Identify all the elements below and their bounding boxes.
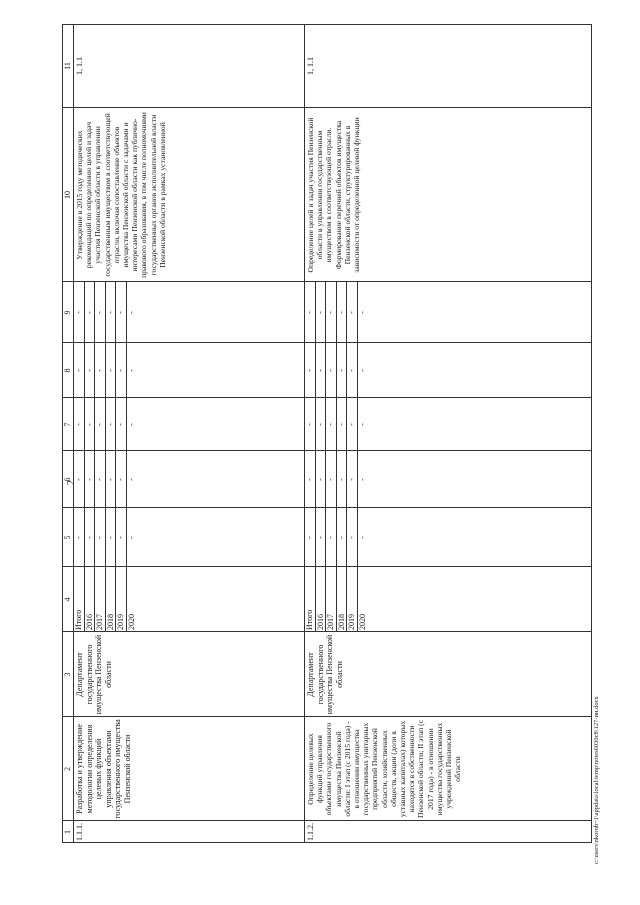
row1-year: 2020 <box>126 614 136 630</box>
value-cell: - <box>95 451 106 508</box>
value-cell: - <box>74 451 85 508</box>
row2-executor: Департамент государственного имущества Пензенской области <box>306 634 344 715</box>
value-cell: - <box>316 451 327 508</box>
row2-col8 <box>305 343 368 398</box>
row2-year: 2020 <box>357 614 367 630</box>
row2-years <box>305 567 368 632</box>
value-cell: - <box>357 536 367 539</box>
value-cell: - <box>347 398 358 451</box>
value-cell: - <box>305 282 316 343</box>
value-cell: - <box>74 343 85 398</box>
row2-year: 2017 <box>326 567 337 632</box>
value-cell: - <box>126 536 136 539</box>
value-cell: - <box>305 398 316 451</box>
value-cell: - <box>326 451 337 508</box>
value-cell: - <box>126 369 136 372</box>
value-cell: - <box>337 282 348 343</box>
row1-year: Итого <box>74 567 85 632</box>
row1-years <box>74 567 137 632</box>
value-cell: - <box>74 282 85 343</box>
value-cell: - <box>337 343 348 398</box>
value-cell: - <box>85 282 96 343</box>
value-cell: - <box>357 423 367 426</box>
value-cell: - <box>85 508 96 567</box>
footer-path: c:\users\nkorob~1\appdata\local\temp\notes6030c8\127-ии.docx <box>593 696 600 864</box>
row1-col7 <box>74 398 137 451</box>
value-cell: - <box>337 451 348 508</box>
value-cell: - <box>337 508 348 567</box>
row2-link: 1, 1.1 <box>306 57 315 75</box>
value-cell: - <box>126 311 136 314</box>
row1-number: 1.1.1. <box>75 823 84 841</box>
value-cell: - <box>347 343 358 398</box>
program-table <box>62 24 592 843</box>
col-header-5: 5 <box>62 508 74 567</box>
col-header-4: 4 <box>62 567 74 632</box>
value-cell: - <box>316 508 327 567</box>
row1-year: 2016 <box>85 567 96 632</box>
value-cell: - <box>116 508 127 567</box>
row2-col7 <box>305 398 368 451</box>
row2-col9 <box>305 282 368 343</box>
value-cell: - <box>305 451 316 508</box>
value-cell: - <box>106 451 117 508</box>
col-header-2: 2 <box>62 717 74 821</box>
col-header-10: 10 <box>62 108 74 282</box>
value-cell: - <box>116 398 127 451</box>
value-cell: - <box>95 343 106 398</box>
row2-number: 1.1.2. <box>306 823 315 841</box>
row1-col6 <box>74 451 137 508</box>
col-header-7: 7 <box>62 398 74 451</box>
row1-year: 2018 <box>106 567 117 632</box>
value-cell: - <box>305 343 316 398</box>
value-cell: - <box>74 398 85 451</box>
col-header-9: 9 <box>62 282 74 343</box>
value-cell: - <box>106 282 117 343</box>
value-cell: - <box>85 343 96 398</box>
row2-result: Определение целей и задач участия Пензенской области в управлении государственным имуществом в соответствующей отрасли. Формирование перечней объектов имущества Пензенской области, структурированных в зависимости от определенной целевой функции <box>306 117 362 273</box>
row2-year: Итого <box>305 567 316 632</box>
row1-executor: Департамент государственного имущества Пензенской области <box>75 634 113 715</box>
row1-col5 <box>74 508 137 567</box>
row2-name: Определение целевых функций управления объектами государственного имущества Пензенской области: I этап (с 2015 года) - в отношении имущества государственных унитарных предприятий Пензенской области, хозяйственных обществ, акции (доли в уставных капиталах) которых находятся в собственности Пензенской области; II этап (с 2017 года) - в отношении имущества государственных учреждений Пензенской области <box>306 720 463 818</box>
value-cell: - <box>347 508 358 567</box>
value-cell: - <box>106 343 117 398</box>
value-cell: - <box>95 282 106 343</box>
value-cell: - <box>106 398 117 451</box>
col-header-6: 6 <box>62 451 74 508</box>
row2-year: 2016 <box>316 567 327 632</box>
value-cell: - <box>95 398 106 451</box>
row2-year: 2018 <box>337 567 348 632</box>
value-cell: - <box>116 343 127 398</box>
value-cell: - <box>305 508 316 567</box>
value-cell: - <box>357 369 367 372</box>
value-cell: - <box>95 508 106 567</box>
value-cell: - <box>116 451 127 508</box>
value-cell: - <box>74 508 85 567</box>
page-number: 2 <box>66 480 77 485</box>
value-cell: - <box>326 508 337 567</box>
value-cell: - <box>357 478 367 481</box>
row2-col5 <box>305 508 368 567</box>
row1-link: 1, 1.1 <box>75 57 84 75</box>
value-cell: - <box>126 423 136 426</box>
col-header-3: 3 <box>62 632 74 717</box>
value-cell: - <box>326 398 337 451</box>
value-cell: - <box>337 398 348 451</box>
value-cell: - <box>106 508 117 567</box>
col-header-11: 11 <box>62 24 74 108</box>
value-cell: - <box>357 311 367 314</box>
row1-result: Утверждение в 2015 году методических рекомендаций по определению целей и задач участия Пензенской области в управлении государственным имуществом в соответствующей отрасли, включая сопоставление объектов имущества Пензенской области с задачами и интересами Пензенской области как публично-правового образования, в том числе полномочиями государственных органов исполнительной власти Пензенской области в рамках установленной <box>75 112 167 278</box>
value-cell: - <box>347 451 358 508</box>
value-cell: - <box>326 282 337 343</box>
value-cell: - <box>347 282 358 343</box>
row2-year: 2019 <box>347 567 358 632</box>
value-cell: - <box>85 398 96 451</box>
col-header-1: 1 <box>62 821 74 843</box>
row2-col6 <box>305 451 368 508</box>
row1-col8 <box>74 343 137 398</box>
col-header-8: 8 <box>62 343 74 398</box>
row1-year: 2017 <box>95 567 106 632</box>
value-cell: - <box>316 282 327 343</box>
value-cell: - <box>316 343 327 398</box>
value-cell: - <box>85 451 96 508</box>
row1-col9 <box>74 282 137 343</box>
value-cell: - <box>126 478 136 481</box>
value-cell: - <box>316 398 327 451</box>
value-cell: - <box>116 282 127 343</box>
value-cell: - <box>326 343 337 398</box>
row1-year: 2019 <box>116 567 127 632</box>
row1-name: Разработка и утверждение методологии определения целевых функций управления объектами государственного имущества Пензенской области <box>75 719 132 819</box>
